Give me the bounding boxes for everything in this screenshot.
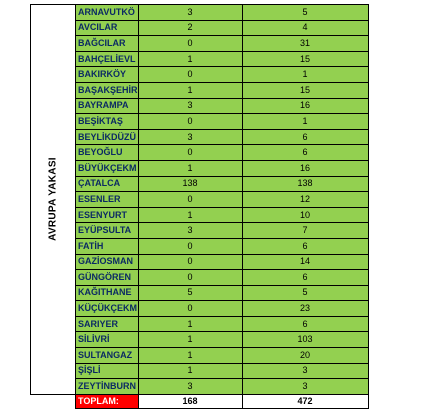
value1-cell[interactable]: 3 xyxy=(138,5,242,21)
table-row xyxy=(31,238,369,254)
table-row xyxy=(31,363,369,379)
value2-cell[interactable]: 6 xyxy=(242,238,368,254)
district-name-cell[interactable]: SİLİVRİ xyxy=(76,332,139,348)
table-row xyxy=(31,98,369,114)
value1-cell[interactable]: 0 xyxy=(138,301,242,317)
value2-cell[interactable]: 103 xyxy=(242,332,368,348)
table-row xyxy=(31,316,369,332)
table-row xyxy=(31,254,369,270)
district-name-cell[interactable]: ZEYTİNBURN xyxy=(76,379,139,395)
district-name-cell[interactable]: BEŞİKTAŞ xyxy=(76,114,139,130)
value2-cell[interactable]: 1 xyxy=(242,67,368,83)
value1-cell[interactable]: 0 xyxy=(138,254,242,270)
value2-cell[interactable]: 23 xyxy=(242,301,368,317)
total-label: TOPLAM: xyxy=(76,394,139,408)
district-name-cell[interactable]: SULTANGAZ xyxy=(76,348,139,364)
district-name-cell[interactable]: GAZİOSMAN xyxy=(76,254,139,270)
district-name-cell[interactable]: KÜÇÜKÇEKM xyxy=(76,301,139,317)
district-name-cell[interactable]: BEYLİKDÜZÜ xyxy=(76,129,139,145)
value1-cell[interactable]: 3 xyxy=(138,223,242,239)
value2-cell[interactable]: 31 xyxy=(242,36,368,52)
district-name-cell[interactable]: BAKIRKÖY xyxy=(76,67,139,83)
value2-cell[interactable]: 12 xyxy=(242,192,368,208)
table-row xyxy=(31,223,369,239)
district-name-cell[interactable]: ŞİŞLİ xyxy=(76,363,139,379)
value2-cell[interactable]: 15 xyxy=(242,82,368,98)
blank-cell xyxy=(31,394,76,408)
value2-cell[interactable]: 6 xyxy=(242,270,368,286)
value2-cell[interactable]: 6 xyxy=(242,316,368,332)
table-row xyxy=(31,332,369,348)
table-row xyxy=(31,20,369,36)
table-row xyxy=(31,379,369,395)
value2-cell[interactable]: 14 xyxy=(242,254,368,270)
table-row xyxy=(31,36,369,52)
value1-cell[interactable]: 1 xyxy=(138,160,242,176)
value2-cell[interactable]: 138 xyxy=(242,176,368,192)
value1-cell[interactable]: 1 xyxy=(138,51,242,67)
table-row xyxy=(31,82,369,98)
value1-cell[interactable]: 0 xyxy=(138,67,242,83)
region-label: AVRUPA YAKASI xyxy=(47,157,59,242)
district-name-cell[interactable]: BEYOĞLU xyxy=(76,145,139,161)
table-row xyxy=(31,129,369,145)
table-row xyxy=(31,5,369,21)
table-row xyxy=(31,51,369,67)
value1-cell[interactable]: 2 xyxy=(138,20,242,36)
table-body xyxy=(31,5,369,409)
table-row xyxy=(31,176,369,192)
value2-cell[interactable]: 16 xyxy=(242,160,368,176)
table-row xyxy=(31,207,369,223)
value2-cell[interactable]: 15 xyxy=(242,51,368,67)
table-row xyxy=(31,192,369,208)
value1-cell[interactable]: 1 xyxy=(138,363,242,379)
total-row xyxy=(31,394,369,408)
district-name-cell[interactable]: BAYRAMPA xyxy=(76,98,139,114)
value1-cell[interactable]: 3 xyxy=(138,98,242,114)
value2-cell[interactable]: 10 xyxy=(242,207,368,223)
value1-cell[interactable]: 1 xyxy=(138,82,242,98)
district-name-cell[interactable]: ÇATALCA xyxy=(76,176,139,192)
district-name-cell[interactable]: FATİH xyxy=(76,238,139,254)
district-name-cell[interactable]: BAĞCILAR xyxy=(76,36,139,52)
value1-cell[interactable]: 0 xyxy=(138,145,242,161)
district-name-cell[interactable]: GÜNGÖREN xyxy=(76,270,139,286)
district-name-cell[interactable]: ESENYURT xyxy=(76,207,139,223)
value2-cell[interactable]: 1 xyxy=(242,114,368,130)
district-table xyxy=(30,4,369,409)
value1-cell[interactable]: 5 xyxy=(138,285,242,301)
total-value1[interactable]: 168 xyxy=(138,394,242,408)
table-row xyxy=(31,301,369,317)
value1-cell[interactable]: 1 xyxy=(138,316,242,332)
total-value2[interactable]: 472 xyxy=(242,394,368,408)
region-cell xyxy=(31,5,76,395)
table-row xyxy=(31,145,369,161)
value2-cell[interactable]: 16 xyxy=(242,98,368,114)
table-row xyxy=(31,285,369,301)
district-name-cell[interactable]: ESENLER xyxy=(76,192,139,208)
value2-cell[interactable]: 3 xyxy=(242,363,368,379)
value1-cell[interactable]: 0 xyxy=(138,192,242,208)
district-name-cell[interactable]: BÜYÜKÇEKM xyxy=(76,160,139,176)
value2-cell[interactable]: 5 xyxy=(242,5,368,21)
table-row xyxy=(31,270,369,286)
value1-cell[interactable]: 0 xyxy=(138,238,242,254)
value1-cell[interactable]: 1 xyxy=(138,332,242,348)
value1-cell[interactable]: 0 xyxy=(138,270,242,286)
value1-cell[interactable]: 1 xyxy=(138,348,242,364)
table-row xyxy=(31,114,369,130)
district-name-cell[interactable]: KAĞITHANE xyxy=(76,285,139,301)
value1-cell[interactable]: 138 xyxy=(138,176,242,192)
table-row xyxy=(31,348,369,364)
value1-cell[interactable]: 1 xyxy=(138,207,242,223)
table-row xyxy=(31,160,369,176)
district-name-cell[interactable]: ARNAVUTKÖ xyxy=(76,5,139,21)
value2-cell[interactable]: 4 xyxy=(242,20,368,36)
value1-cell[interactable]: 0 xyxy=(138,114,242,130)
district-name-cell[interactable]: BAHÇELİEVL xyxy=(76,51,139,67)
value2-cell[interactable]: 20 xyxy=(242,348,368,364)
district-name-cell[interactable]: AVCILAR xyxy=(76,20,139,36)
district-name-cell[interactable]: SARIYER xyxy=(76,316,139,332)
value2-cell[interactable]: 3 xyxy=(242,379,368,395)
value2-cell[interactable]: 6 xyxy=(242,129,368,145)
table-row xyxy=(31,67,369,83)
value2-cell[interactable]: 5 xyxy=(242,285,368,301)
value1-cell[interactable]: 3 xyxy=(138,129,242,145)
value2-cell[interactable]: 7 xyxy=(242,223,368,239)
district-name-cell[interactable]: EYÜPSULTA xyxy=(76,223,139,239)
value1-cell[interactable]: 0 xyxy=(138,36,242,52)
value1-cell[interactable]: 3 xyxy=(138,379,242,395)
value2-cell[interactable]: 6 xyxy=(242,145,368,161)
district-name-cell[interactable]: BAŞAKŞEHİR xyxy=(76,82,139,98)
